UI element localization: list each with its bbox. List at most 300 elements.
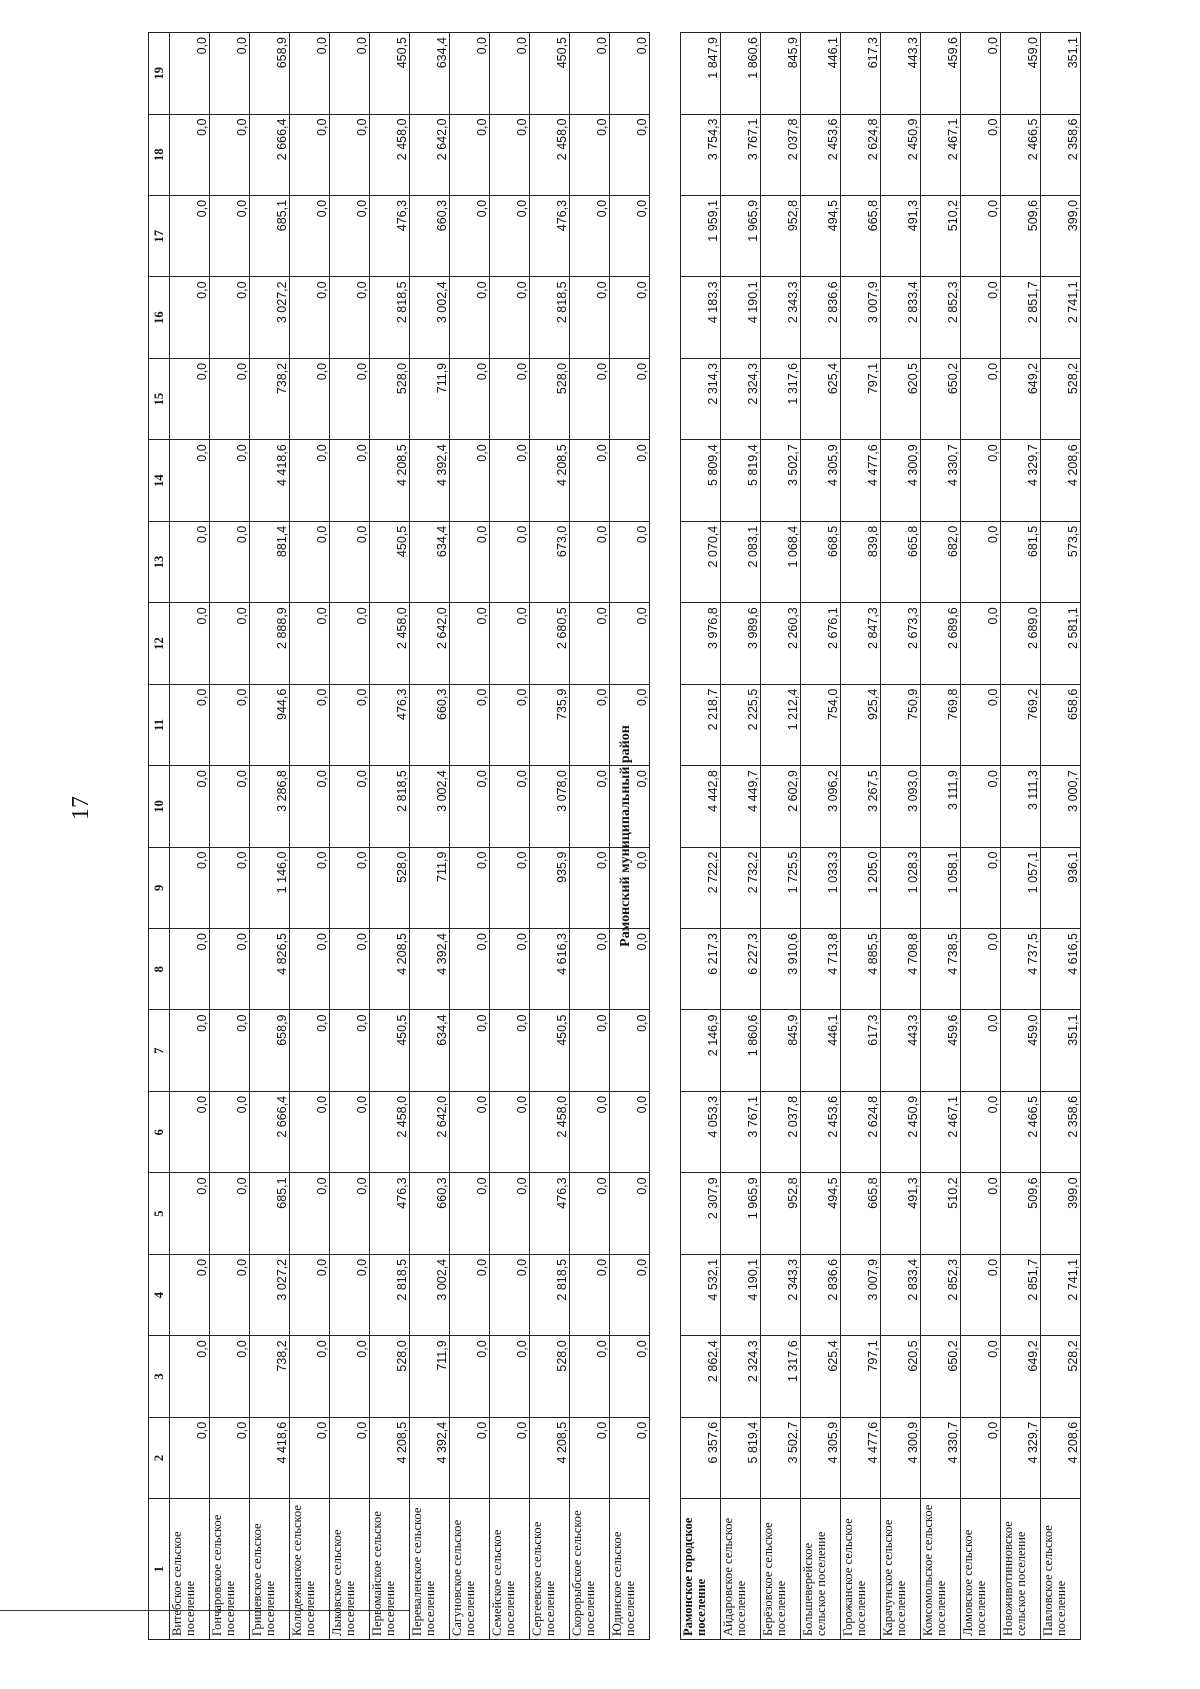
table-cell: 4 418,6 — [250, 1417, 290, 1498]
table-cell: 0,0 — [290, 929, 330, 1010]
table-cell: 2 680,5 — [530, 603, 570, 684]
table-cell: 935,9 — [530, 847, 570, 928]
table-cell: 0,0 — [330, 1091, 370, 1172]
table-cell: 0,0 — [961, 1254, 1001, 1335]
table-cell: 6 357,6 — [681, 1417, 721, 1498]
table-cell: 4 208,5 — [370, 929, 410, 1010]
table-cell: 0,0 — [961, 1417, 1001, 1498]
table-cell: 528,2 — [1041, 358, 1081, 439]
table-cell: 2 458,0 — [370, 1091, 410, 1172]
table-cell: 0,0 — [961, 114, 1001, 195]
table-cell: 0,0 — [570, 195, 610, 276]
table-cell: 673,0 — [530, 521, 570, 602]
column-number: 6 — [149, 1091, 170, 1172]
table-cell: 476,3 — [530, 1173, 570, 1254]
table-cell: 0,0 — [170, 1091, 210, 1172]
settlements-table-1 — [148, 32, 650, 1640]
table-cell: 2 458,0 — [530, 1091, 570, 1172]
settlement-name: Рамонское городское поселение — [681, 1499, 721, 1640]
table-cell: 0,0 — [961, 521, 1001, 602]
table-cell: 2 818,5 — [370, 766, 410, 847]
table-row — [961, 33, 1001, 1640]
table-cell: 649,2 — [1001, 1336, 1041, 1417]
settlement-name: Семейское сельское поселение — [490, 1499, 530, 1640]
table-cell: 0,0 — [450, 33, 490, 115]
table-cell: 0,0 — [961, 603, 1001, 684]
table-cell: 0,0 — [490, 684, 530, 765]
table-cell: 620,5 — [881, 1336, 921, 1417]
table-cell: 0,0 — [490, 277, 530, 358]
table-cell: 528,0 — [530, 358, 570, 439]
column-number: 7 — [149, 1010, 170, 1091]
column-number: 17 — [149, 195, 170, 276]
table-cell: 459,6 — [921, 33, 961, 115]
table-cell: 0,0 — [330, 277, 370, 358]
table-cell: 446,1 — [801, 33, 841, 115]
column-number: 9 — [149, 847, 170, 928]
table-cell: 0,0 — [290, 1254, 330, 1335]
column-number: 2 — [149, 1417, 170, 1498]
table-cell: 0,0 — [290, 766, 330, 847]
table-cell: 3 007,9 — [841, 1254, 881, 1335]
settlement-name: Переваленское сельское поселение — [410, 1499, 450, 1640]
table-cell: 0,0 — [570, 1254, 610, 1335]
table-cell: 0,0 — [610, 521, 650, 602]
table-cell: 1 317,6 — [761, 1336, 801, 1417]
table-cell: 0,0 — [330, 684, 370, 765]
table-cell: 0,0 — [210, 195, 250, 276]
table-cell: 0,0 — [330, 1417, 370, 1498]
table-cell: 0,0 — [961, 440, 1001, 521]
column-number: 1 — [149, 1499, 170, 1640]
table-cell: 1 965,9 — [721, 195, 761, 276]
table-cell: 0,0 — [290, 1417, 330, 1498]
table-cell: 1 146,0 — [250, 847, 290, 928]
table-cell: 0,0 — [450, 358, 490, 439]
table-cell: 2 602,9 — [761, 766, 801, 847]
table-cell: 0,0 — [610, 1254, 650, 1335]
table-cell: 0,0 — [490, 521, 530, 602]
table-cell: 1 058,1 — [921, 847, 961, 928]
table-cell: 0,0 — [290, 277, 330, 358]
table-cell: 0,0 — [490, 847, 530, 928]
settlements-table-2 — [680, 32, 1081, 1640]
table-cell: 1 860,6 — [721, 1010, 761, 1091]
table-cell: 3 976,8 — [681, 603, 721, 684]
column-number: 19 — [149, 33, 170, 115]
table-cell: 4 190,1 — [721, 277, 761, 358]
table-cell: 0,0 — [330, 114, 370, 195]
table-cell: 2 225,5 — [721, 684, 761, 765]
table-cell: 0,0 — [610, 1010, 650, 1091]
table-cell: 0,0 — [610, 358, 650, 439]
table-cell: 4 208,5 — [370, 440, 410, 521]
table-cell: 476,3 — [530, 195, 570, 276]
table-cell: 494,5 — [801, 1173, 841, 1254]
table-row — [410, 33, 450, 1640]
table-cell: 0,0 — [170, 847, 210, 928]
table-row — [210, 33, 250, 1640]
table-cell: 2 818,5 — [370, 277, 410, 358]
table-cell: 0,0 — [610, 277, 650, 358]
table-cell: 2 343,3 — [761, 1254, 801, 1335]
table-cell: 2 458,0 — [530, 114, 570, 195]
column-number: 18 — [149, 114, 170, 195]
table-cell: 0,0 — [290, 603, 330, 684]
table-cell: 3 027,2 — [250, 1254, 290, 1335]
table-cell: 0,0 — [450, 603, 490, 684]
table-cell: 2 343,3 — [761, 277, 801, 358]
table-row — [921, 33, 961, 1640]
table-cell: 0,0 — [170, 277, 210, 358]
table-cell: 0,0 — [570, 766, 610, 847]
table-cell: 3 989,6 — [721, 603, 761, 684]
table-cell: 0,0 — [570, 521, 610, 602]
table-cell: 0,0 — [210, 1091, 250, 1172]
table-cell: 3 754,3 — [681, 114, 721, 195]
table-cell: 660,3 — [410, 1173, 450, 1254]
table-cell: 510,2 — [921, 195, 961, 276]
table-cell: 0,0 — [961, 847, 1001, 928]
table-cell: 2 467,1 — [921, 1091, 961, 1172]
table-cell: 0,0 — [330, 521, 370, 602]
table-cell: 476,3 — [370, 1173, 410, 1254]
table-cell: 2 852,3 — [921, 1254, 961, 1335]
table-cell: 4 300,9 — [881, 1417, 921, 1498]
table-cell: 4 305,9 — [801, 440, 841, 521]
table-cell: 0,0 — [170, 1336, 210, 1417]
table-cell: 0,0 — [610, 847, 650, 928]
table-cell: 0,0 — [961, 1336, 1001, 1417]
column-number-header — [149, 33, 170, 1640]
table-cell: 0,0 — [450, 1173, 490, 1254]
table-cell: 845,9 — [761, 1010, 801, 1091]
table-cell: 4 208,5 — [370, 1417, 410, 1498]
table-cell: 0,0 — [330, 603, 370, 684]
table-cell: 0,0 — [290, 521, 330, 602]
table-cell: 0,0 — [210, 277, 250, 358]
table-cell: 0,0 — [210, 440, 250, 521]
table-cell: 0,0 — [961, 929, 1001, 1010]
settlement-name: Павловское сельское поселение — [1041, 1499, 1081, 1640]
settlement-name: Гришевское сельское поселение — [250, 1499, 290, 1640]
table-cell: 0,0 — [330, 358, 370, 439]
table-cell: 0,0 — [330, 1254, 370, 1335]
table-cell: 936,1 — [1041, 847, 1081, 928]
table-cell: 2 836,6 — [801, 277, 841, 358]
table-cell: 665,8 — [881, 521, 921, 602]
table-cell: 2 624,8 — [841, 114, 881, 195]
table-cell: 0,0 — [610, 114, 650, 195]
table-cell: 0,0 — [961, 33, 1001, 115]
table-row — [450, 33, 490, 1640]
table-cell: 4 305,9 — [801, 1417, 841, 1498]
settlement-name: Сергеевское сельское поселение — [530, 1499, 570, 1640]
table-cell: 2 818,5 — [370, 1254, 410, 1335]
table-cell: 4 442,8 — [681, 766, 721, 847]
table-cell: 658,9 — [250, 1010, 290, 1091]
table-cell: 2 314,3 — [681, 358, 721, 439]
table-cell: 4 300,9 — [881, 440, 921, 521]
table-cell: 3 286,8 — [250, 766, 290, 847]
table-cell: 634,4 — [410, 521, 450, 602]
table-cell: 0,0 — [961, 277, 1001, 358]
table-cell: 0,0 — [961, 766, 1001, 847]
table-cell: 351,1 — [1041, 33, 1081, 115]
table-cell: 685,1 — [250, 1173, 290, 1254]
table-cell: 6 227,3 — [721, 929, 761, 1010]
table-cell: 681,5 — [1001, 521, 1041, 602]
table-cell: 0,0 — [490, 195, 530, 276]
table-cell: 711,9 — [410, 1336, 450, 1417]
table-cell: 0,0 — [610, 603, 650, 684]
table-cell: 528,0 — [370, 847, 410, 928]
table-cell: 491,3 — [881, 195, 921, 276]
table-cell: 0,0 — [961, 1010, 1001, 1091]
table-cell: 2 642,0 — [410, 603, 450, 684]
table-cell: 0,0 — [210, 1336, 250, 1417]
table-cell: 4 330,7 — [921, 1417, 961, 1498]
table-cell: 0,0 — [961, 684, 1001, 765]
table-cell: 620,5 — [881, 358, 921, 439]
table-cell: 4 738,5 — [921, 929, 961, 1010]
table-cell: 2 722,2 — [681, 847, 721, 928]
table-cell: 0,0 — [961, 1091, 1001, 1172]
table-cell: 4 329,7 — [1001, 1417, 1041, 1498]
table-cell: 0,0 — [210, 1010, 250, 1091]
table-cell: 450,5 — [370, 33, 410, 115]
table-cell: 0,0 — [210, 33, 250, 115]
table-cell: 0,0 — [210, 1173, 250, 1254]
table-cell: 0,0 — [210, 847, 250, 928]
table-cell: 528,0 — [370, 1336, 410, 1417]
table-cell: 2 146,9 — [681, 1010, 721, 1091]
table-cell: 4 477,6 — [841, 440, 881, 521]
table-cell: 0,0 — [570, 603, 610, 684]
table-cell: 2 818,5 — [530, 1254, 570, 1335]
table-cell: 491,3 — [881, 1173, 921, 1254]
settlement-name: Большеверейское сельское поселение — [801, 1499, 841, 1640]
table-row — [370, 33, 410, 1640]
table-cell: 2 453,6 — [801, 1091, 841, 1172]
table-cell: 509,6 — [1001, 195, 1041, 276]
table-cell: 443,3 — [881, 33, 921, 115]
table-cell: 510,2 — [921, 1173, 961, 1254]
table-cell: 2 581,1 — [1041, 603, 1081, 684]
table-cell: 2 450,9 — [881, 1091, 921, 1172]
table-cell: 0,0 — [170, 358, 210, 439]
table-cell: 0,0 — [610, 766, 650, 847]
table-cell: 3 096,2 — [801, 766, 841, 847]
table-cell: 0,0 — [170, 440, 210, 521]
table-cell: 0,0 — [610, 195, 650, 276]
table-cell: 0,0 — [210, 1417, 250, 1498]
page-number: 17 — [68, 796, 94, 820]
table-cell: 634,4 — [410, 1010, 450, 1091]
table-cell: 0,0 — [450, 440, 490, 521]
table-cell: 845,9 — [761, 33, 801, 115]
settlement-name: Лыковское сельское поселение — [330, 1499, 370, 1640]
table-cell: 0,0 — [170, 929, 210, 1010]
table-cell: 711,9 — [410, 847, 450, 928]
table-cell: 3 910,6 — [761, 929, 801, 1010]
table-cell: 1 725,5 — [761, 847, 801, 928]
table-cell: 0,0 — [961, 358, 1001, 439]
settlement-name: Айдаровское сельское поселение — [721, 1499, 761, 1640]
table-cell: 4 616,3 — [530, 929, 570, 1010]
column-number: 13 — [149, 521, 170, 602]
table-cell: 658,9 — [250, 33, 290, 115]
table-cell: 0,0 — [490, 358, 530, 439]
table-cell: 2 324,3 — [721, 358, 761, 439]
table-cell: 4 885,5 — [841, 929, 881, 1010]
table-cell: 0,0 — [490, 114, 530, 195]
settlement-name: Витебское сельское поселение — [170, 1499, 210, 1640]
column-number: 16 — [149, 277, 170, 358]
table-cell: 4 208,5 — [530, 440, 570, 521]
table-cell: 0,0 — [490, 603, 530, 684]
table-cell: 2 642,0 — [410, 114, 450, 195]
table-cell: 450,5 — [530, 1010, 570, 1091]
table-cell: 0,0 — [570, 114, 610, 195]
table-cell: 3 027,2 — [250, 277, 290, 358]
table-cell: 0,0 — [450, 195, 490, 276]
table-cell: 952,8 — [761, 195, 801, 276]
settlement-name: Гончаровское сельское поселение — [210, 1499, 250, 1640]
table-cell: 634,4 — [410, 33, 450, 115]
table-cell: 2 676,1 — [801, 603, 841, 684]
table-cell: 0,0 — [450, 1417, 490, 1498]
table-cell: 4 737,5 — [1001, 929, 1041, 1010]
table-cell: 4 418,6 — [250, 440, 290, 521]
table-row — [170, 33, 210, 1640]
table-cell: 2 689,0 — [1001, 603, 1041, 684]
table-cell: 0,0 — [170, 521, 210, 602]
table-cell: 0,0 — [490, 1417, 530, 1498]
settlement-name: Берёзовское сельское поселение — [761, 1499, 801, 1640]
column-number: 14 — [149, 440, 170, 521]
table-cell: 0,0 — [210, 114, 250, 195]
table-cell: 2 851,7 — [1001, 1254, 1041, 1335]
table-cell: 4 616,5 — [1041, 929, 1081, 1010]
table-cell: 2 741,1 — [1041, 277, 1081, 358]
table-cell: 0,0 — [330, 1336, 370, 1417]
settlement-name: Карачунское сельское поселение — [881, 1499, 921, 1640]
table-cell: 0,0 — [450, 684, 490, 765]
table-row — [801, 33, 841, 1640]
column-number: 11 — [149, 684, 170, 765]
table-cell: 3 111,9 — [921, 766, 961, 847]
table-cell: 649,2 — [1001, 358, 1041, 439]
table-cell: 711,9 — [410, 358, 450, 439]
table-cell: 0,0 — [290, 1173, 330, 1254]
table-cell: 0,0 — [210, 521, 250, 602]
table-cell: 0,0 — [450, 766, 490, 847]
table-cell: 494,5 — [801, 195, 841, 276]
table-cell: 3 000,7 — [1041, 766, 1081, 847]
table-cell: 0,0 — [570, 33, 610, 115]
table-cell: 2 467,1 — [921, 114, 961, 195]
table-cell: 0,0 — [961, 1173, 1001, 1254]
table-cell: 0,0 — [290, 195, 330, 276]
table-cell: 2 666,4 — [250, 1091, 290, 1172]
table-cell: 0,0 — [330, 440, 370, 521]
table-cell: 1 959,1 — [681, 195, 721, 276]
table-cell: 2 624,8 — [841, 1091, 881, 1172]
table-cell: 2 218,7 — [681, 684, 721, 765]
table-cell: 0,0 — [570, 847, 610, 928]
table-cell: 925,4 — [841, 684, 881, 765]
table-cell: 1 317,6 — [761, 358, 801, 439]
table-cell: 0,0 — [610, 929, 650, 1010]
table-cell: 450,5 — [370, 1010, 410, 1091]
table-cell: 0,0 — [450, 1336, 490, 1417]
table-cell: 0,0 — [330, 33, 370, 115]
table-cell: 2 673,3 — [881, 603, 921, 684]
table-cell: 4 330,7 — [921, 440, 961, 521]
table-cell: 0,0 — [490, 1173, 530, 1254]
table-cell: 573,5 — [1041, 521, 1081, 602]
column-number: 4 — [149, 1254, 170, 1335]
table-cell: 668,5 — [801, 521, 841, 602]
table-cell: 944,6 — [250, 684, 290, 765]
table-cell: 0,0 — [210, 684, 250, 765]
table-cell: 665,8 — [841, 195, 881, 276]
settlement-name: Ломовское сельское поселение — [961, 1499, 1001, 1640]
table-cell: 450,5 — [370, 521, 410, 602]
table-cell: 3 267,5 — [841, 766, 881, 847]
table-cell: 0,0 — [490, 33, 530, 115]
table-cell: 0,0 — [610, 684, 650, 765]
table-cell: 0,0 — [610, 1173, 650, 1254]
table-cell: 3 767,1 — [721, 114, 761, 195]
table-cell: 0,0 — [290, 847, 330, 928]
table-cell: 4 183,3 — [681, 277, 721, 358]
table-cell: 625,4 — [801, 358, 841, 439]
table-cell: 1 205,0 — [841, 847, 881, 928]
table-cell: 769,2 — [1001, 684, 1041, 765]
table-cell: 2 847,3 — [841, 603, 881, 684]
table-cell: 2 453,6 — [801, 114, 841, 195]
settlement-name: Колодежанское сельское поселение — [290, 1499, 330, 1640]
table-cell: 4 477,6 — [841, 1417, 881, 1498]
table-cell: 0,0 — [570, 929, 610, 1010]
table-cell: 2 852,3 — [921, 277, 961, 358]
table-cell: 4 826,5 — [250, 929, 290, 1010]
table-cell: 0,0 — [490, 1091, 530, 1172]
table-cell: 3 502,7 — [761, 440, 801, 521]
table-cell: 450,5 — [530, 33, 570, 115]
table-cell: 2 642,0 — [410, 1091, 450, 1172]
table-cell: 769,8 — [921, 684, 961, 765]
table-cell: 3 078,0 — [530, 766, 570, 847]
table-cell: 952,8 — [761, 1173, 801, 1254]
table-cell: 797,1 — [841, 1336, 881, 1417]
table-cell: 665,8 — [841, 1173, 881, 1254]
table-cell: 0,0 — [290, 1336, 330, 1417]
table-cell: 0,0 — [170, 1254, 210, 1335]
table-row — [681, 33, 721, 1640]
table-cell: 2 083,1 — [721, 521, 761, 602]
table-cell: 2 689,6 — [921, 603, 961, 684]
table-row — [330, 33, 370, 1640]
table-cell: 1 057,1 — [1001, 847, 1041, 928]
table-cell: 4 392,4 — [410, 440, 450, 521]
table-cell: 0,0 — [450, 521, 490, 602]
table-cell: 0,0 — [610, 1091, 650, 1172]
table-cell: 0,0 — [570, 1417, 610, 1498]
table-cell: 528,2 — [1041, 1336, 1081, 1417]
